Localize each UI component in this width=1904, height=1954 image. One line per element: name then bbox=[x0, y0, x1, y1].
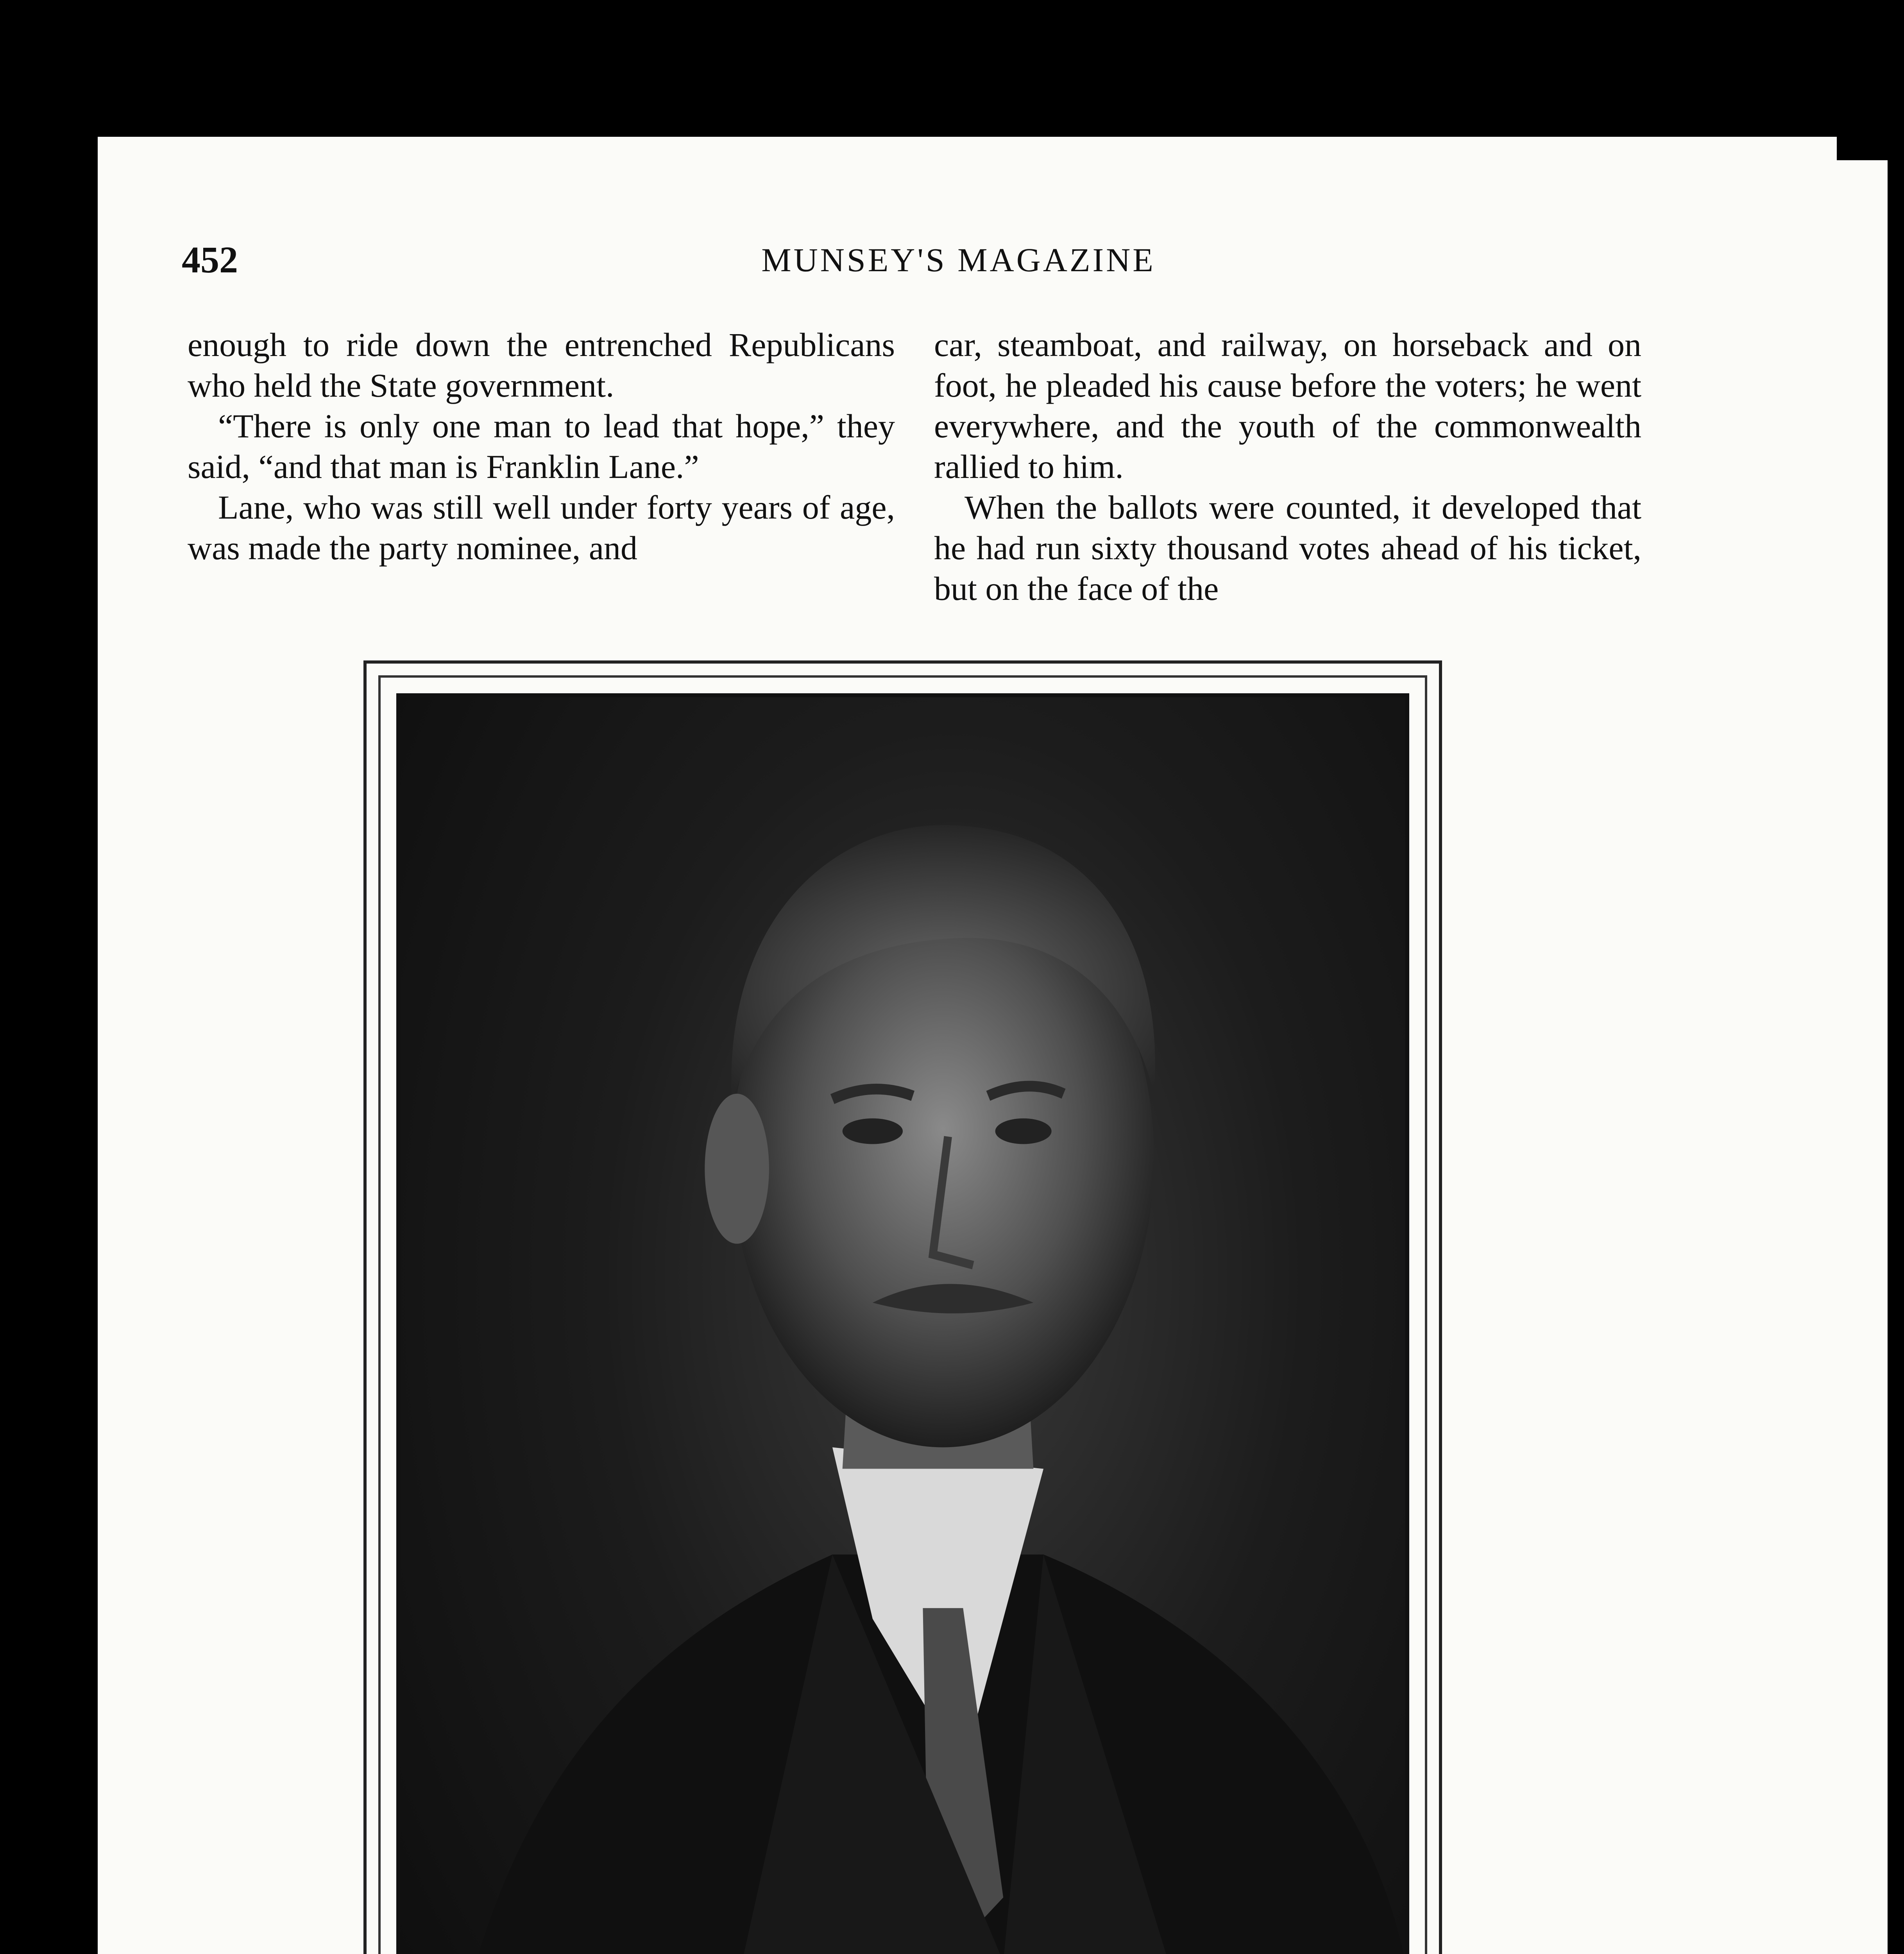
portrait-frame-inner bbox=[378, 675, 1427, 1954]
magazine-title: MUNSEY'S MAGAZINE bbox=[761, 241, 1156, 279]
page-header bbox=[182, 234, 1735, 285]
portrait-frame bbox=[363, 660, 1442, 1954]
paragraph: enough to ride down the entrenched Republicans who held the State government. bbox=[188, 326, 895, 404]
facing-page-edge bbox=[1837, 160, 1888, 1954]
paragraph: “There is only one man to lead that hope,” they said, “and that man is Franklin Lane.” bbox=[188, 407, 895, 485]
magazine-page bbox=[98, 137, 1837, 1954]
portrait-photo bbox=[396, 693, 1409, 1954]
page-number: 452 bbox=[182, 239, 238, 281]
paragraph: When the ballots were counted, it developed that he had run sixty thousand votes ahead of his ticket, but on the face of the bbox=[934, 488, 1641, 607]
column-top-left bbox=[188, 324, 895, 568]
paragraph: car, steamboat, and railway, on horseback and on foot, he pleaded his cause before the voters; he went everywhere, and the youth of the commonwealth rallied to him. bbox=[934, 326, 1641, 485]
paragraph: Lane, who was still well under forty years of age, was made the party nominee, and bbox=[188, 488, 895, 567]
column-top-right bbox=[934, 324, 1641, 609]
portrait-illustration bbox=[400, 697, 1405, 1954]
